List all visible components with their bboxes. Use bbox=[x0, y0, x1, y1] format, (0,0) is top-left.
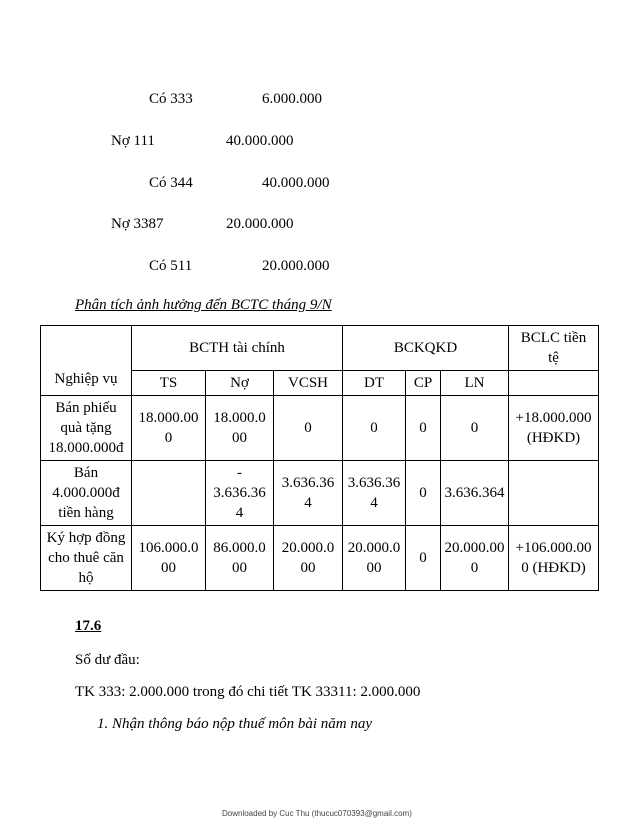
subheader-blank bbox=[509, 371, 599, 396]
header-bckqkd: BCKQKD bbox=[343, 326, 509, 371]
subheader-vcsh: VCSH bbox=[274, 371, 343, 396]
cell-bclc: +18.000.000 (HĐKD) bbox=[509, 396, 599, 461]
cell-cp: 0 bbox=[406, 526, 441, 591]
section-title: 17.6 bbox=[75, 618, 102, 634]
header-nghiep-vu: Nghiệp vụ bbox=[41, 326, 132, 396]
analysis-heading: Phân tích ảnh hưởng đến BCTC tháng 9/N bbox=[75, 297, 332, 313]
table-row bbox=[41, 396, 599, 461]
entry-amount: 40.000.000 bbox=[262, 175, 330, 191]
cell-ln: 20.000.00 0 bbox=[441, 526, 509, 591]
subheader-ts: TS bbox=[132, 371, 206, 396]
cell-cp: 0 bbox=[406, 396, 441, 461]
cell-ts: 106.000.0 00 bbox=[132, 526, 206, 591]
subheader-ln: LN bbox=[441, 371, 509, 396]
download-footer: Downloaded by Cuc Thu (thucuc070393@gmail.com) bbox=[222, 809, 412, 818]
cell-ln: 3.636.364 bbox=[441, 461, 509, 526]
entry-account: Nợ 111 bbox=[111, 133, 155, 149]
cell-ln: 0 bbox=[441, 396, 509, 461]
cell-bclc: +106.000.00 0 (HĐKD) bbox=[509, 526, 599, 591]
header-bclc: BCLC tiền tệ bbox=[509, 326, 599, 371]
row-label: Bán 4.000.000đ tiền hàng bbox=[41, 461, 132, 526]
subheader-cp: CP bbox=[406, 371, 441, 396]
cell-vcsh: 20.000.0 00 bbox=[274, 526, 343, 591]
row-label: Bán phiếu quà tặng 18.000.000đ bbox=[41, 396, 132, 461]
entry-amount: 20.000.000 bbox=[226, 216, 294, 232]
table-row bbox=[41, 526, 599, 591]
entry-account: Có 333 bbox=[149, 91, 193, 107]
cell-ts bbox=[132, 461, 206, 526]
cell-dt: 3.636.36 4 bbox=[343, 461, 406, 526]
cell-vcsh: 0 bbox=[274, 396, 343, 461]
cell-vcsh: 3.636.36 4 bbox=[274, 461, 343, 526]
cell-dt: 20.000.0 00 bbox=[343, 526, 406, 591]
cell-no: 18.000.0 00 bbox=[206, 396, 274, 461]
entry-amount: 20.000.000 bbox=[262, 258, 330, 274]
cell-ts: 18.000.00 0 bbox=[132, 396, 206, 461]
opening-balance-label: Số dư đầu: bbox=[75, 652, 140, 668]
header-bcth: BCTH tài chính bbox=[132, 326, 343, 371]
entry-amount: 6.000.000 bbox=[262, 91, 322, 107]
entry-account: Nợ 3387 bbox=[111, 216, 164, 232]
bctc-table bbox=[40, 325, 599, 591]
subheader-dt: DT bbox=[343, 371, 406, 396]
table-row bbox=[41, 461, 599, 526]
entry-account: Có 511 bbox=[149, 258, 193, 274]
subheader-no: Nợ bbox=[206, 371, 274, 396]
row-label: Ký hợp đồng cho thuê căn hộ bbox=[41, 526, 132, 591]
cell-dt: 0 bbox=[343, 396, 406, 461]
cell-cp: 0 bbox=[406, 461, 441, 526]
cell-no: - 3.636.36 4 bbox=[206, 461, 274, 526]
entry-amount: 40.000.000 bbox=[226, 133, 294, 149]
entry-account: Có 344 bbox=[149, 175, 193, 191]
cell-bclc bbox=[509, 461, 599, 526]
account-balance-line: TK 333: 2.000.000 trong đó chi tiết TK 33311: 2.000.000 bbox=[75, 684, 421, 700]
cell-no: 86.000.0 00 bbox=[206, 526, 274, 591]
numbered-item: 1. Nhận thông báo nộp thuế môn bài năm nay bbox=[97, 716, 372, 732]
